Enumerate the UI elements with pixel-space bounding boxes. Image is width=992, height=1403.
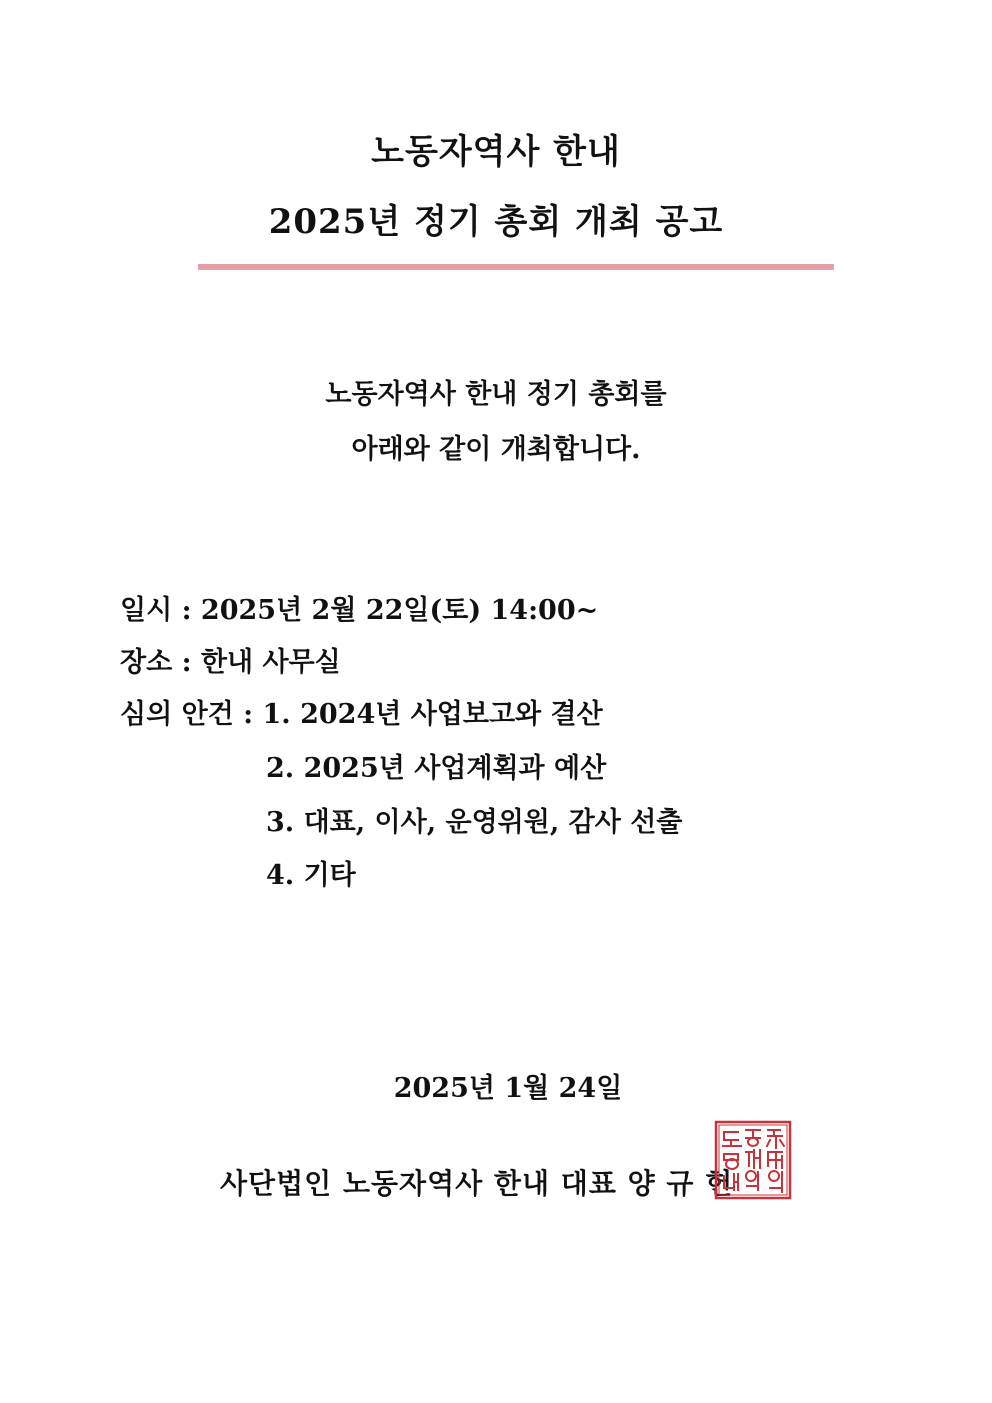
agenda-line: 심의 안건 : 1. 2024년 사업보고와 결산	[120, 699, 603, 730]
issue-date: 2025년 1월 24일	[393, 1073, 623, 1104]
agenda-item: 2. 2025년 사업계획과 예산	[266, 753, 607, 784]
signature-line: 사단법인 노동자역사 한내 대표 양 규 헌	[220, 1167, 734, 1200]
datetime-line: 일시 : 2025년 2월 22일(토) 14:00~	[120, 595, 599, 626]
intro-line-1: 노동자역사 한내 정기 총회를	[325, 379, 667, 410]
intro-line-2: 아래와 같이 개최합니다.	[351, 434, 641, 465]
page-subtitle: 2025년 정기 총회 개최 공고	[268, 202, 724, 242]
place-line: 장소 : 한내 사무실	[120, 647, 341, 678]
agenda-item: 3. 대표, 이사, 운영위원, 감사 선출	[266, 807, 683, 838]
title-divider	[198, 264, 834, 270]
page-title: 노동자역사 한내	[371, 132, 621, 172]
official-seal-icon	[714, 1120, 792, 1200]
agenda-item: 4. 기타	[266, 860, 356, 891]
